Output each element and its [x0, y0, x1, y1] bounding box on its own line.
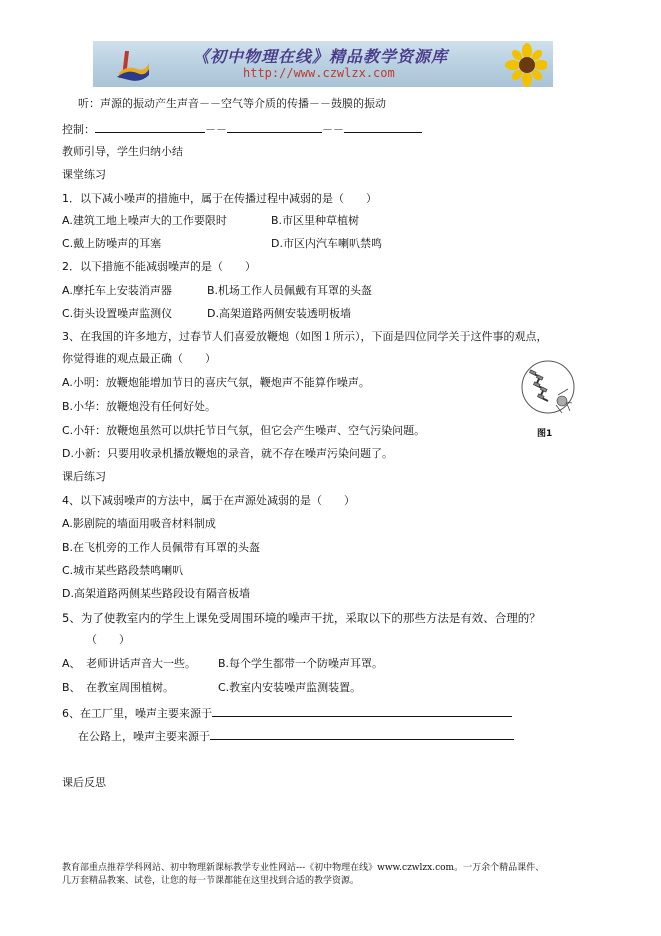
control-label: 控制： — [62, 123, 95, 136]
question-6 — [62, 705, 512, 721]
question-4: 4、以下减弱噪声的方法中，属于在声源处减弱的是（ ） — [62, 494, 355, 507]
q1-option-a: A.建筑工地上噪声大的工作要限时 — [62, 214, 227, 227]
q5-option-b: B.每个学生都带一个防噪声耳罩。 — [218, 657, 384, 670]
logo-icon — [115, 47, 151, 83]
sunflower-icon — [501, 43, 547, 87]
q2-option-a: A.摩托车上安装消声器 — [62, 284, 172, 297]
question-5: 5、为了使教室内的学生上课免受周围环境的噪声干扰，采取以下的那些方法是有效、合理的？ — [62, 611, 541, 625]
reflection-heading: 课后反思 — [62, 776, 106, 789]
q2-option-c: C.街头设置噪声监测仪 — [62, 307, 173, 320]
header-banner — [93, 41, 553, 87]
q3-option-c: C.小轩：放鞭炮虽然可以烘托节日气氛，但它会产生噪声、空气污染问题。 — [62, 424, 426, 437]
q6-factory-blank[interactable] — [212, 705, 512, 717]
footer-line-2: 几万套精品教案、试卷，让您的每一节课都能在这里找到合适的教学资源。 — [62, 876, 360, 886]
q3-option-a: A.小明：放鞭炮能增加节日的喜庆气氛，鞭炮声不能算作噪声。 — [62, 376, 370, 389]
q5-option-c: B、 在教室周围植树。 — [62, 681, 175, 694]
q2-option-b: B.机场工作人员佩戴有耳罩的头盔 — [207, 284, 373, 297]
q5-option-d: C.教室内安装噪声监测装置。 — [218, 681, 362, 694]
class-exercise-heading: 课堂练习 — [62, 168, 106, 181]
q1-option-c: C.戴上防噪声的耳塞 — [62, 237, 162, 250]
control-blank-3[interactable] — [344, 121, 422, 133]
question-5-paren: （ ） — [86, 633, 130, 646]
question-6-road — [78, 728, 514, 744]
q6-road-label: 在公路上，噪声主要来源于 — [78, 730, 210, 743]
q1-option-b: B.市区里种草植树 — [271, 214, 360, 227]
question-3: 3、在我国的许多地方，过春节人们喜爱放鞭炮（如图１所示），下面是四位同学关于这件事的观点， — [62, 330, 548, 343]
homework-heading: 课后练习 — [62, 470, 106, 483]
control-sep-2: －－ — [322, 123, 344, 136]
q4-option-a: A.影剧院的墙面用吸音材料制成 — [62, 517, 216, 530]
question-2: 2．以下措施不能减弱噪声的是（ ） — [62, 260, 256, 273]
q4-option-d: D.高架道路两侧某些路段设有隔音板墙 — [62, 587, 250, 600]
q1-option-d: D.市区内汽车喇叭禁鸣 — [271, 237, 382, 250]
figure-caption: 图1 — [537, 429, 553, 439]
footer-line-1: 教育部重点推荐学科网站、初中物理新课标教学专业性网站---《初中物理在线》www.czwlzx.com。一万余个精品课件、 — [62, 863, 545, 873]
summary-line: 教师引导，学生归纳小结 — [62, 145, 183, 158]
control-line — [62, 121, 422, 137]
question-1: 1．以下减小噪声的措施中，属于在传播过程中减弱的是（ ） — [62, 192, 377, 205]
banner-title: 《初中物理在线》精品教学资源库 — [193, 47, 449, 66]
q4-option-c: C.城市某些路段禁鸣喇叭 — [62, 564, 184, 577]
q2-option-d: D.高架道路两侧安装透明板墙 — [207, 307, 351, 320]
q6-factory-label: 6、在工厂里，噪声主要来源于 — [62, 707, 212, 720]
hearing-line: 听：声源的振动产生声音－－空气等介质的传播－－鼓膜的振动 — [78, 97, 386, 110]
firecracker-figure — [518, 357, 578, 419]
control-blank-1[interactable] — [95, 121, 205, 133]
banner-url: http://www.czwlzx.com — [243, 66, 395, 80]
q6-road-blank[interactable] — [210, 728, 514, 740]
q4-option-b: B.在飞机旁的工作人员佩带有耳罩的头盔 — [62, 541, 261, 554]
page-footer — [62, 862, 622, 888]
control-blank-2[interactable] — [227, 121, 322, 133]
question-3-cont: 你觉得谁的观点最正确（ ） — [62, 352, 216, 365]
q3-option-b: B.小华：放鞭炮没有任何好处。 — [62, 400, 217, 413]
q5-option-a: A、 老师讲话声音大一些。 — [62, 657, 197, 670]
q3-option-d: D.小新：只要用收录机播放鞭炮的录音，就不存在噪声污染问题了。 — [62, 447, 393, 460]
control-sep-1: －－ — [205, 123, 227, 136]
